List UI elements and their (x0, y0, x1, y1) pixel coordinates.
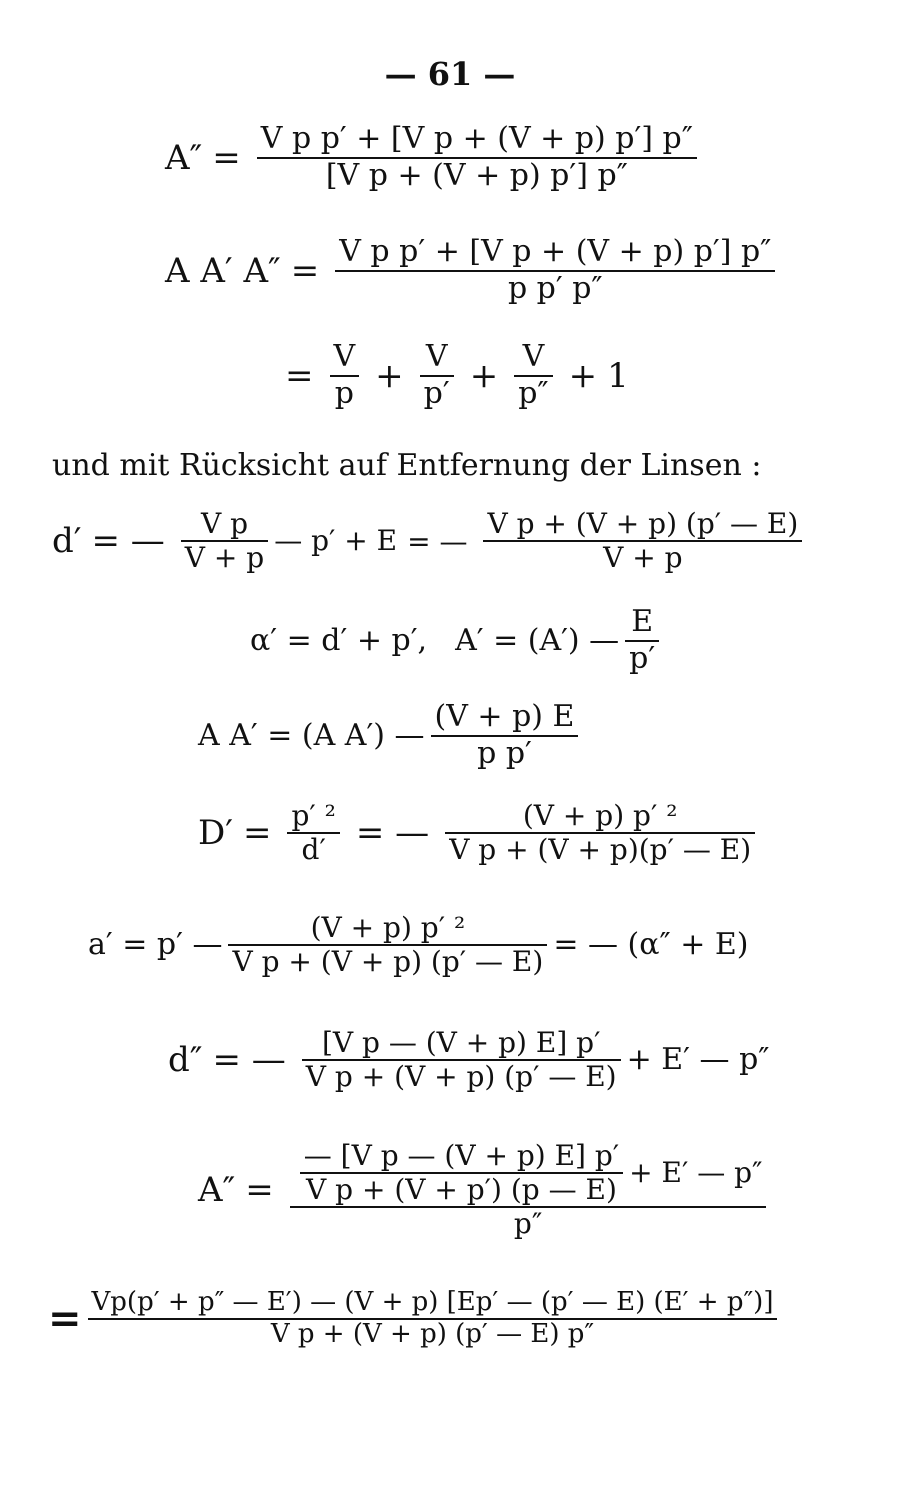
denominator: [V p + (V + p) p′] p″ (325, 157, 628, 193)
denominator: V + p (603, 541, 683, 575)
eq-lhs: A″ (165, 137, 203, 178)
eq-lhs: A″ (198, 1170, 236, 1211)
numerator: V (425, 339, 448, 374)
fraction (431, 700, 579, 771)
equation-sum (275, 340, 629, 411)
fraction-v-over-p-prime (420, 340, 454, 411)
equation-final (48, 1288, 783, 1350)
fraction-v-over-p (330, 340, 360, 411)
eq-sign: = (242, 813, 272, 854)
eq-rhs: = — (α″ + E) (553, 927, 749, 963)
denominator: d′ (301, 833, 326, 867)
eq-sign: = — (355, 813, 430, 854)
fraction (257, 122, 697, 193)
eq-rhs: + E′ — p″ (626, 1042, 770, 1078)
eq-sign: = — (407, 524, 468, 558)
inner-rhs: + E′ — p″ (629, 1156, 763, 1190)
eq-lhs: A A′ = (A A′) — (198, 717, 425, 753)
constant-one: 1 (607, 355, 629, 396)
eq-lhs: d′ (52, 521, 82, 562)
numerator: V p (200, 507, 248, 540)
middle-terms: — p′ + E (274, 524, 398, 558)
equation-d-capital-prime (198, 800, 761, 866)
eq-sign: = — (212, 1040, 286, 1081)
equation-alpha-prime (250, 605, 665, 676)
equation-aa-prime (198, 700, 584, 771)
prose-line: und mit Rücksicht auf Entfernung der Linsen : (52, 448, 762, 483)
numerator: V p p′ + [V p + (V + p) p′] p″ (260, 121, 693, 156)
fraction (88, 1288, 778, 1350)
denominator: V p + (V + p) (p′ — E) (232, 945, 544, 979)
fraction (287, 800, 339, 866)
numerator: [V p — (V + p) E] p′ (321, 1026, 601, 1059)
fraction (445, 800, 755, 866)
compound-numerator (290, 1140, 767, 1206)
denominator: V + p (184, 541, 265, 575)
denominator: p″ (513, 1207, 543, 1241)
denominator: p p′ p″ (507, 270, 603, 306)
equation-d-prime (52, 508, 808, 574)
plus-sign: + (469, 355, 499, 396)
a-prime-term: A′ = (A′) — (455, 622, 620, 658)
numerator: p′ ² (291, 799, 336, 832)
numerator: (V + p) E (434, 699, 575, 734)
numerator: V (522, 339, 545, 374)
fraction (483, 508, 802, 574)
denominator: p′ (423, 375, 450, 411)
numerator: Vp(p′ + p″ — E′) — (V + p) [Ep′ — (p′ — E) (E′ + p″)] (91, 1287, 774, 1317)
fraction (228, 912, 547, 978)
fraction (335, 235, 775, 306)
denominator: V p + (V + p) (p′ — E) (305, 1060, 617, 1094)
compound-fraction (290, 1140, 767, 1241)
fraction (625, 605, 659, 676)
fraction (302, 1027, 621, 1093)
denominator: V p + (V + p′) (p — E) (306, 1173, 617, 1207)
eq-sign: = (48, 1294, 82, 1342)
numerator: V (333, 339, 356, 374)
numerator: — [V p — (V + p) E] p′ (303, 1139, 620, 1172)
plus-sign: + (375, 355, 404, 396)
inner-fraction (300, 1140, 623, 1206)
numerator: V p p′ + [V p + (V + p) p′] p″ (339, 234, 772, 269)
eq-sign: = (285, 355, 314, 396)
numerator: E (631, 604, 654, 639)
eq-lhs: d″ (168, 1040, 203, 1081)
fraction-v-over-p-double-prime (514, 340, 552, 411)
denominator: p′ (629, 640, 656, 676)
denominator: p p′ (477, 735, 532, 771)
equation-a-double-prime-expanded (198, 1140, 772, 1241)
equation-aaa (165, 235, 781, 306)
numerator: V p + (V + p) (p′ — E) (487, 507, 799, 540)
denominator: p (334, 375, 354, 411)
equation-a-double-prime (165, 122, 703, 193)
eq-lhs: A A′ A″ (165, 250, 281, 291)
eq-sign: = (245, 1170, 274, 1211)
page-number: — 61 — (384, 55, 516, 93)
eq-sign: = (212, 137, 241, 178)
numerator: (V + p) p′ ² (310, 911, 466, 944)
plus-sign: + (568, 355, 598, 396)
denominator: p″ (518, 375, 549, 411)
equation-a-small-prime (88, 912, 749, 978)
equation-d-double-prime (168, 1027, 769, 1093)
denominator: V p + (V + p) (p′ — E) p″ (270, 1318, 595, 1349)
fraction (181, 508, 268, 574)
eq-lhs: a′ = p′ — (88, 927, 223, 963)
eq-sign: = — (91, 521, 165, 562)
numerator: (V + p) p′ ² (522, 799, 678, 832)
eq-sign: = (290, 250, 320, 291)
denominator: V p + (V + p)(p′ — E) (449, 833, 752, 867)
alpha-prime-term: α′ = d′ + p′, (250, 622, 428, 658)
eq-lhs: D′ (198, 813, 233, 854)
